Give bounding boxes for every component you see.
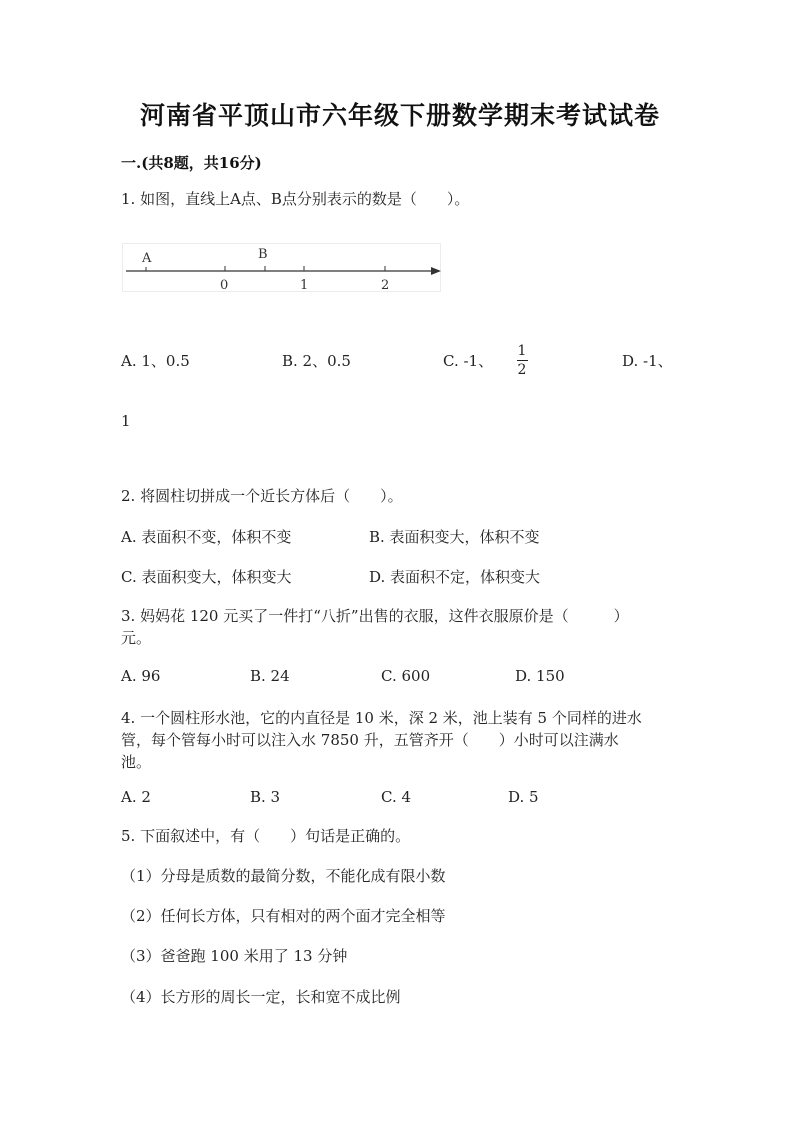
question-3-stem-line-1: 3. 妈妈花 120 元买了一件打“八折”出售的衣服，这件衣服原价是（ ）: [121, 607, 629, 625]
tick-label-0: 0: [220, 278, 229, 293]
q5-statement-4: （4）长方形的周长一定，长和宽不成比例: [121, 988, 401, 1006]
q5-statement-2: （2）任何长方体，只有相对的两个面才完全相等: [121, 907, 446, 925]
question-1-stem: 1. 如图，直线上A点、B点分别表示的数是（ ）。: [121, 190, 470, 208]
label-a: A: [142, 251, 152, 266]
q2-option-d[interactable]: D. 表面积不定，体积变大: [369, 568, 541, 586]
q4-option-a[interactable]: A. 2: [121, 788, 151, 806]
question-4-stem-line-2: 管，每个管每小时可以注入水 7850 升，五管齐开（ ）小时可以注满水: [121, 731, 619, 749]
q1-option-a[interactable]: A. 1、0.5: [121, 352, 190, 370]
q3-option-c[interactable]: C. 600: [381, 667, 431, 685]
q1-option-d-continued: 1: [121, 412, 131, 430]
q5-statement-3: （3）爸爸跑 100 米用了 13 分钟: [121, 947, 348, 965]
q3-option-d[interactable]: D. 150: [515, 667, 565, 685]
arrow-head-icon: [431, 267, 441, 275]
q1-option-c-fraction: [512, 343, 532, 378]
q4-option-c[interactable]: C. 4: [381, 788, 412, 806]
question-4-stem-line-3: 池。: [121, 753, 152, 771]
question-2-stem: 2. 将圆柱切拼成一个近长方体后（ ）。: [121, 487, 403, 505]
q5-statement-1: （1）分母是质数的最简分数，不能化成有限小数: [121, 867, 446, 885]
question-4-stem-line-1: 4. 一个圆柱形水池，它的内直径是 10 米，深 2 米，池上装有 5 个同样的进水: [121, 709, 642, 727]
tick-label-2: 2: [381, 278, 390, 293]
q1-option-d[interactable]: D. -1、: [622, 352, 673, 370]
section-heading: 一.(共8题，共16分): [121, 154, 262, 172]
figure-border: [123, 244, 441, 292]
q1-option-c[interactable]: C. -1、: [443, 352, 494, 370]
tick-label-1: 1: [300, 278, 309, 293]
fraction-bar: [517, 360, 528, 361]
q2-option-c[interactable]: C. 表面积变大，体积变大: [121, 568, 292, 586]
fraction-numerator: 1: [517, 343, 527, 359]
q4-option-b[interactable]: B. 3: [250, 788, 281, 806]
number-line-figure: [122, 243, 442, 293]
fraction-denominator: 2: [517, 362, 527, 378]
q3-option-a[interactable]: A. 96: [121, 667, 161, 685]
q2-option-b[interactable]: B. 表面积变大，体积不变: [369, 528, 540, 546]
question-5-stem: 5. 下面叙述中，有（ ）句话是正确的。: [121, 827, 411, 845]
question-3-stem-line-2: 元。: [121, 629, 152, 647]
q2-option-a[interactable]: A. 表面积不变，体积不变: [121, 528, 292, 546]
q1-option-b[interactable]: B. 2、0.5: [282, 352, 351, 370]
q4-option-d[interactable]: D. 5: [508, 788, 539, 806]
q3-option-b[interactable]: B. 24: [250, 667, 290, 685]
page-title: 河南省平顶山市六年级下册数学期末考试试卷: [139, 101, 660, 130]
label-b: B: [258, 247, 268, 262]
